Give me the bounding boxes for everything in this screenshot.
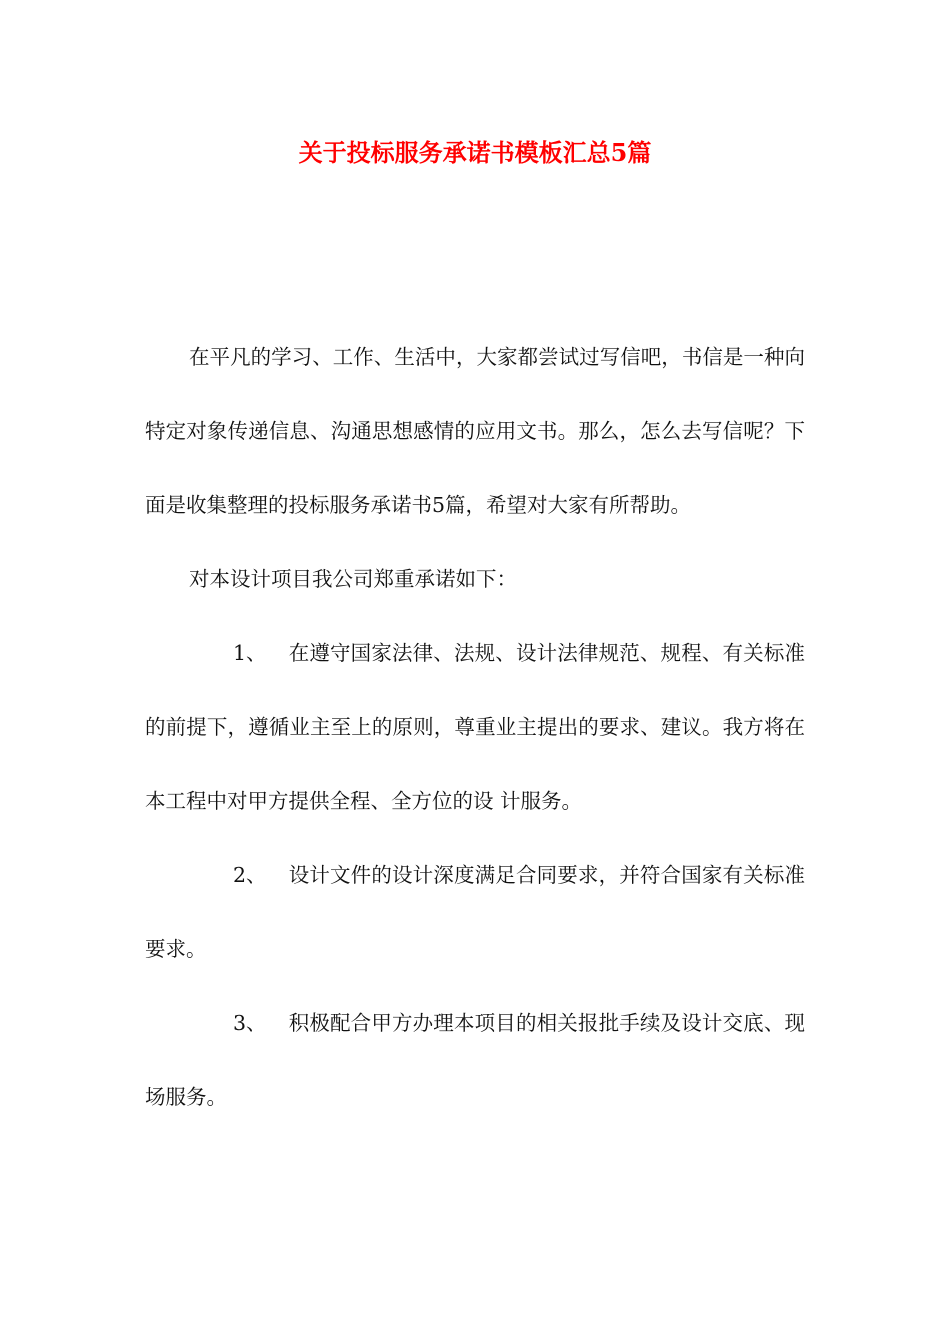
commitment-number: 1、	[233, 641, 267, 665]
commitment-text: 设计文件的设计深度满足合同要求，并符合国家有关标准要求。	[145, 863, 805, 961]
commitment-text: 积极配合甲方办理本项目的相关报批手续及设计交底、现场服务。	[145, 1011, 805, 1109]
commitment-number: 3、	[233, 1011, 267, 1035]
document-body	[145, 320, 805, 1134]
commitment-item	[145, 986, 805, 1134]
document-title: 关于投标服务承诺书模板汇总5篇	[298, 138, 652, 167]
commitment-item	[145, 838, 805, 986]
intro-paragraph: 在平凡的学习、工作、生活中，大家都尝试过写信吧，书信是一种向特定对象传递信息、沟通思想感情的应用文书。那么，怎么去写信呢？下面是收集整理的投标服务承诺书5篇，希望对大家有所帮助。	[145, 345, 805, 517]
commitment-text: 在遵守国家法律、法规、设计法律规范、规程、有关标准的前提下，遵循业主至上的原则，尊重业主提出的要求、建议。我方将在本工程中对甲方提供全程、全方位的设 计服务。	[145, 641, 805, 813]
commitment-number: 2、	[233, 863, 267, 887]
commitment-item	[145, 616, 805, 838]
commitment-lead-paragraph: 对本设计项目我公司郑重承诺如下：	[189, 567, 517, 591]
